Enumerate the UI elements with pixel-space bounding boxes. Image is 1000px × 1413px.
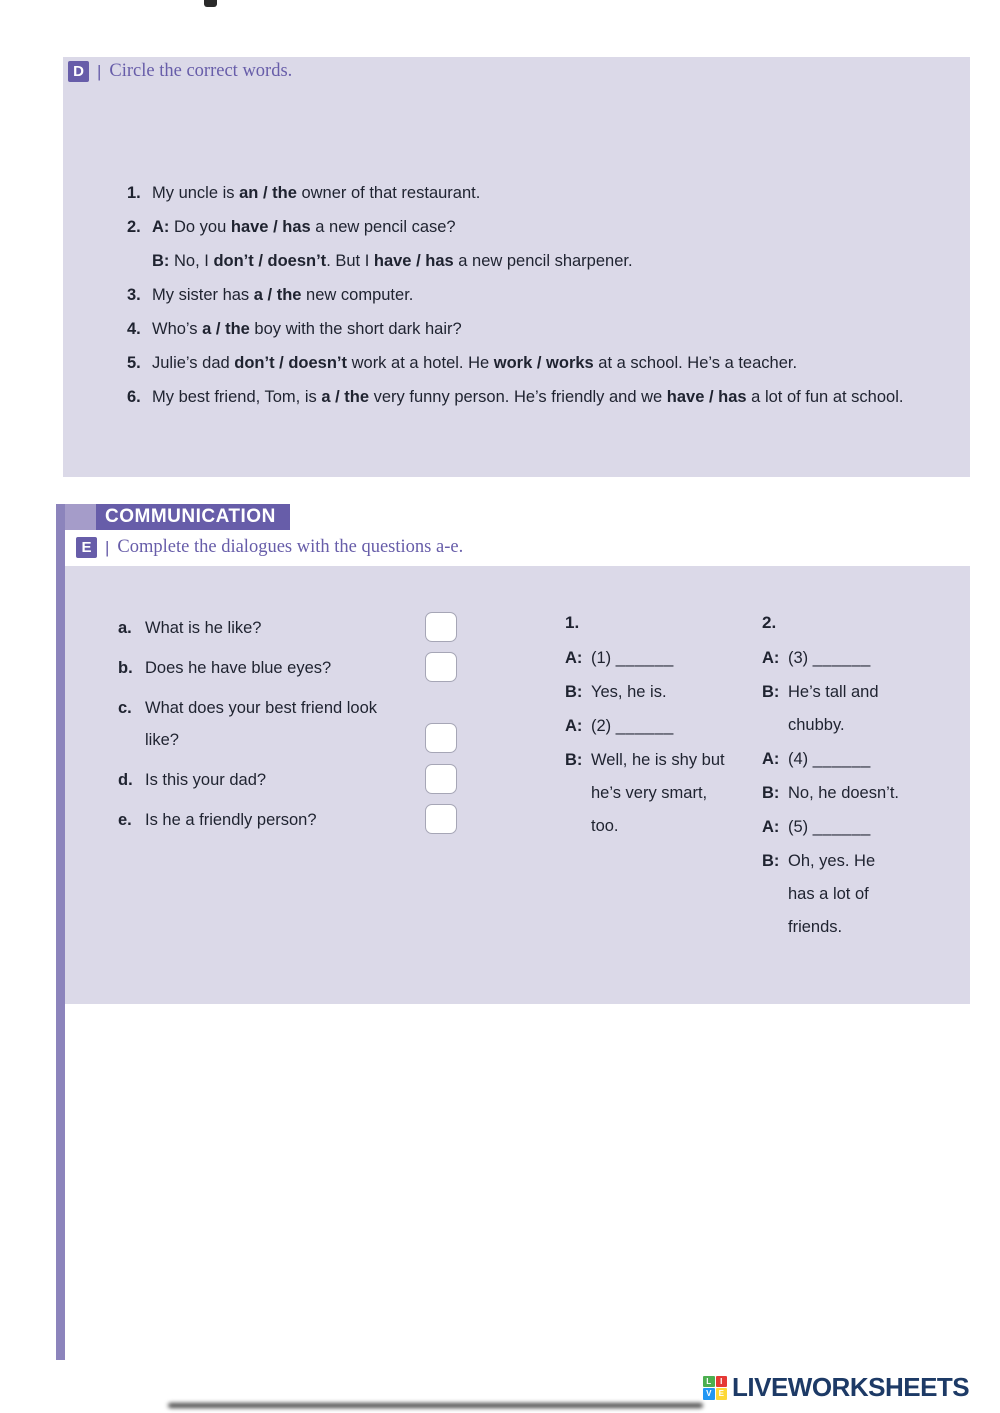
banner-accent-block [65, 504, 96, 530]
word-choice: have / has [666, 388, 747, 406]
dialogue-text: Yes, he is. [591, 683, 667, 701]
logo-square-e: E [716, 1388, 728, 1400]
answer-box-b[interactable] [425, 652, 457, 682]
question-row [118, 692, 457, 756]
dialogue-text [591, 710, 730, 743]
dialogue-line [565, 676, 730, 709]
section-d-badge: D [68, 61, 89, 82]
answer-box-a[interactable] [425, 612, 457, 642]
text-segment: My uncle is [152, 184, 240, 202]
question-letter: e. [118, 811, 132, 829]
dialogue-text: Oh, yes. He has a lot of friends. [788, 852, 876, 936]
dialogue-line [565, 642, 730, 675]
text-segment: Who’s [152, 320, 203, 338]
text-segment: at a school. He’s a teacher. [593, 354, 798, 372]
exercise-line [127, 282, 937, 308]
communication-banner [65, 504, 290, 530]
text-segment: boy with the short dark hair? [249, 320, 462, 338]
section-e-title: Complete the dialogues with the questions a-e. [117, 537, 464, 557]
word-choice: a / the [253, 286, 302, 304]
banner-label: COMMUNICATION [96, 504, 290, 530]
text-segment: a lot of fun at school. [746, 388, 904, 406]
liveworksheets-footer [703, 1372, 969, 1403]
word-choice: a / the [202, 320, 250, 338]
text-segment: new computer. [301, 286, 414, 304]
exercise-line [127, 350, 937, 376]
section-d-divider: | [97, 61, 102, 81]
exercise-number [127, 248, 152, 274]
text-segment: work at a hotel. He [347, 354, 494, 372]
exercise-number: 6. [127, 388, 141, 406]
exercise-text [152, 248, 910, 274]
dialogue-2 [762, 608, 912, 945]
exercise-line [127, 316, 937, 342]
section-d-header [68, 61, 292, 82]
question-text: Is this your dad? [145, 771, 267, 789]
dialogue-line [762, 676, 912, 742]
dialogue-line [762, 845, 912, 944]
speaker-label: A: [762, 818, 780, 836]
text-segment: a new pencil case? [310, 218, 456, 236]
question-text: Does he have blue eyes? [145, 659, 332, 677]
text-segment: owner of that restaurant. [296, 184, 481, 202]
exercise-text [152, 214, 910, 240]
question-row [118, 612, 457, 644]
exercise-line [127, 384, 937, 410]
dialogue-line [762, 777, 912, 810]
logo-square-l: L [703, 1376, 715, 1388]
word-choice: a / the [321, 388, 370, 406]
word-choice: have / has [230, 218, 311, 236]
text-segment: My sister has [152, 286, 254, 304]
blank-number: (1) [591, 649, 616, 667]
exercise-text [152, 384, 910, 410]
exercise-number: 1. [127, 184, 141, 202]
dialogue-line [565, 710, 730, 743]
page-edge-stripe [56, 504, 65, 1360]
speaker-label: A: [762, 649, 780, 667]
answer-blank-2[interactable]: ______ [615, 717, 674, 735]
word-choice: B: [152, 252, 174, 270]
question-letter: a. [118, 619, 132, 637]
speaker-label: A: [565, 649, 583, 667]
answer-box-d[interactable] [425, 764, 457, 794]
dialogue-text [591, 642, 730, 675]
section-d-title: Circle the correct words. [109, 61, 293, 81]
answer-blank-3[interactable]: ______ [812, 649, 871, 667]
exercise-text [152, 350, 910, 376]
liveworksheets-logo-icon [703, 1376, 727, 1400]
exercise-line [127, 214, 937, 240]
exercise-number: 2. [127, 218, 141, 236]
dialogue-text: He’s tall and chubby. [788, 683, 879, 734]
dialogue-text [788, 811, 906, 844]
dialogue-line [762, 743, 912, 776]
question-list [118, 612, 457, 844]
text-segment: No, I [174, 252, 214, 270]
speaker-label: B: [762, 852, 780, 870]
section-d-exercises [127, 180, 937, 418]
answer-blank-4[interactable]: ______ [812, 750, 871, 768]
dialogue-heading: 2. [762, 613, 777, 632]
question-row [118, 652, 457, 684]
answer-box-e[interactable] [425, 804, 457, 834]
exercise-number: 4. [127, 320, 141, 338]
liveworksheets-wordmark: LIVEWORKSHEETS [732, 1372, 970, 1402]
text-segment: Do you [174, 218, 231, 236]
scan-artifact-bottom [168, 1403, 703, 1408]
exercise-line [127, 180, 937, 206]
speaker-label: B: [762, 784, 780, 802]
exercise-line [127, 248, 937, 274]
question-letter: b. [118, 659, 133, 677]
section-e-badge: E [76, 537, 97, 558]
question-letter: c. [118, 699, 132, 717]
logo-square-i: I [716, 1376, 728, 1388]
question-text: What does your best friend look like? [145, 699, 378, 749]
exercise-number: 5. [127, 354, 141, 372]
blank-number: (5) [788, 818, 813, 836]
logo-square-v: V [703, 1388, 715, 1400]
word-choice: an / the [239, 184, 297, 202]
text-segment: very funny person. He’s friendly and we [369, 388, 667, 406]
text-segment: . But I [326, 252, 374, 270]
dialogue-text: No, he doesn’t. [788, 784, 899, 802]
word-choice: don’t / doesn’t [213, 252, 327, 270]
question-row [118, 804, 457, 836]
speaker-label: B: [565, 751, 583, 769]
dialogue-line [565, 744, 730, 843]
exercise-number: 3. [127, 286, 141, 304]
question-letter: d. [118, 771, 133, 789]
word-choice: A: [152, 218, 174, 236]
blank-number: (3) [788, 649, 813, 667]
scan-artifact-top [204, 0, 217, 7]
speaker-label: A: [565, 717, 583, 735]
text-segment: My best friend, Tom, is [152, 388, 322, 406]
exercise-text [152, 282, 910, 308]
speaker-label: B: [565, 683, 583, 701]
dialogue-heading: 1. [565, 613, 580, 632]
answer-box-c[interactable] [425, 723, 457, 753]
blank-number: (4) [788, 750, 813, 768]
question-row [118, 764, 457, 796]
dialogue-line [762, 811, 912, 844]
answer-blank-5[interactable]: ______ [812, 818, 871, 836]
speaker-label: B: [762, 683, 780, 701]
answer-blank-1[interactable]: ______ [615, 649, 674, 667]
dialogue-text [788, 642, 906, 675]
word-choice: have / has [373, 252, 454, 270]
speaker-label: A: [762, 750, 780, 768]
blank-number: (2) [591, 717, 616, 735]
section-e-divider: | [105, 537, 110, 557]
text-segment: Julie’s dad [152, 354, 235, 372]
word-choice: work / works [493, 354, 594, 372]
question-text: Is he a friendly person? [145, 811, 317, 829]
section-e-header [76, 537, 463, 558]
dialogue-1 [565, 608, 730, 844]
question-text: What is he like? [145, 619, 262, 637]
exercise-text [152, 180, 910, 206]
dialogue-text: Well, he is shy but he’s very smart, too. [591, 751, 725, 835]
dialogue-line [762, 642, 912, 675]
dialogue-text [788, 743, 906, 776]
text-segment: a new pencil sharpener. [453, 252, 633, 270]
word-choice: don’t / doesn’t [234, 354, 348, 372]
exercise-text [152, 316, 910, 342]
